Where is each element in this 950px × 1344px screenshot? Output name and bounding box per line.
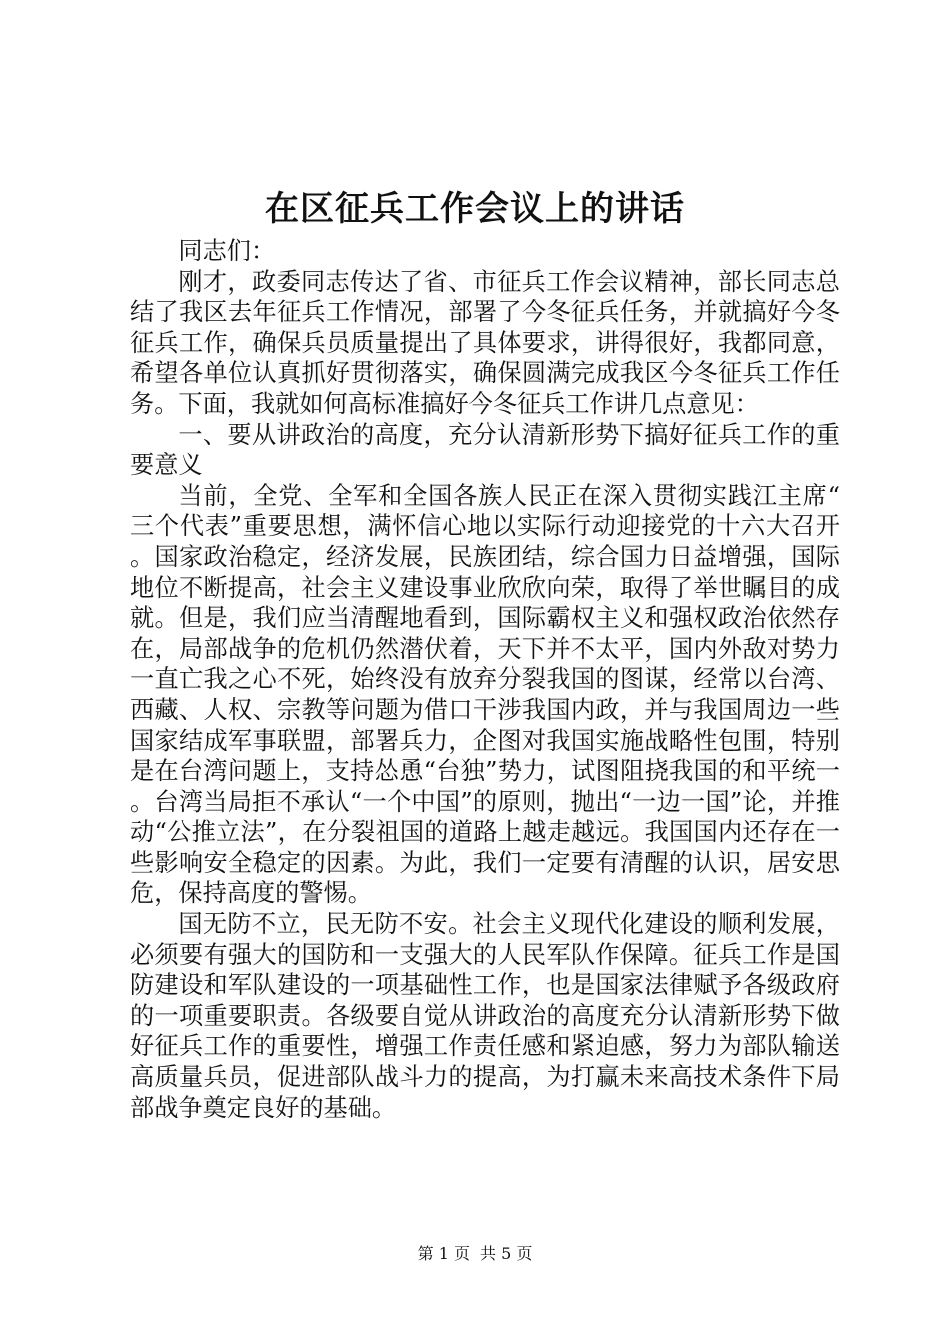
section-heading-1: 一、要从讲政治的高度，充分认清新形势下搞好征兵工作的重要意义 <box>130 420 840 480</box>
body-paragraph: 当前，全党、全军和全国各族人民正在深入贯彻实践江主席“三个代表”重要思想，满怀信心地以实际行动迎接党的十六大召开。国家政治稳定，经济发展，民族团结，综合国力日益增强，国际地位不断提高，社会主义建设事业欣欣向荣，取得了举世瞩目的成就。但是，我们应当清醒地看到，国际霸权主义和强权政治依然存在，局部战争的危机仍然潜伏着，天下并不太平，国内外敌对势力一直亡我之心不死，始终没有放弃分裂我国的图谋，经常以台湾、西藏、人权、宗教等问题为借口干涉我国内政，并与我国周边一些国家结成军事联盟，部署兵力，企图对我国实施战略性包围，特别是在台湾问题上，支持怂恿“台独”势力，试图阻挠我国的和平统一。台湾当局拒不承认“一个中国”的原则，抛出“一边一国”论，并推动“公推立法”，在分裂祖国的道路上越走越远。我国国内还存在一些影响安全稳定的因素。为此，我们一定要有清醒的认识，居安思危，保持高度的警惕。 <box>130 481 840 908</box>
salutation-paragraph: 同志们： <box>178 237 276 265</box>
opening-paragraph: 刚才，政委同志传达了省、市征兵工作会议精神，部长同志总结了我区去年征兵工作情况，部署了今冬征兵任务，并就搞好今冬征兵工作，确保兵员质量提出了具体要求，讲得很好，我都同意，希望各单位认真抓好贯彻落实，确保圆满完成我区今冬征兵工作任务。下面，我就如何高标准搞好今冬征兵工作讲几点意见： <box>130 267 840 418</box>
page-number: 第 1 页 <box>417 1244 470 1263</box>
page-total: 共 5 页 <box>480 1244 533 1263</box>
body-paragraph: 国无防不立，民无防不安。社会主义现代化建设的顺利发展，必须要有强大的国防和一支强大的人民军队作保障。征兵工作是国防建设和军队建设的一项基础性工作，也是国家法律赋予各级政府的一项重要职责。各级要自觉从讲政治的高度充分认清新形势下做好征兵工作的重要性，增强工作责任感和紧迫感，努力为部队输送高质量兵员，促进部队战斗力的提高，为打赢未来高技术条件下局部战争奠定良好的基础。 <box>130 910 840 1122</box>
document-title: 在区征兵工作会议上的讲话 <box>265 189 685 229</box>
document-body <box>130 236 840 1123</box>
page-footer <box>0 1243 950 1265</box>
